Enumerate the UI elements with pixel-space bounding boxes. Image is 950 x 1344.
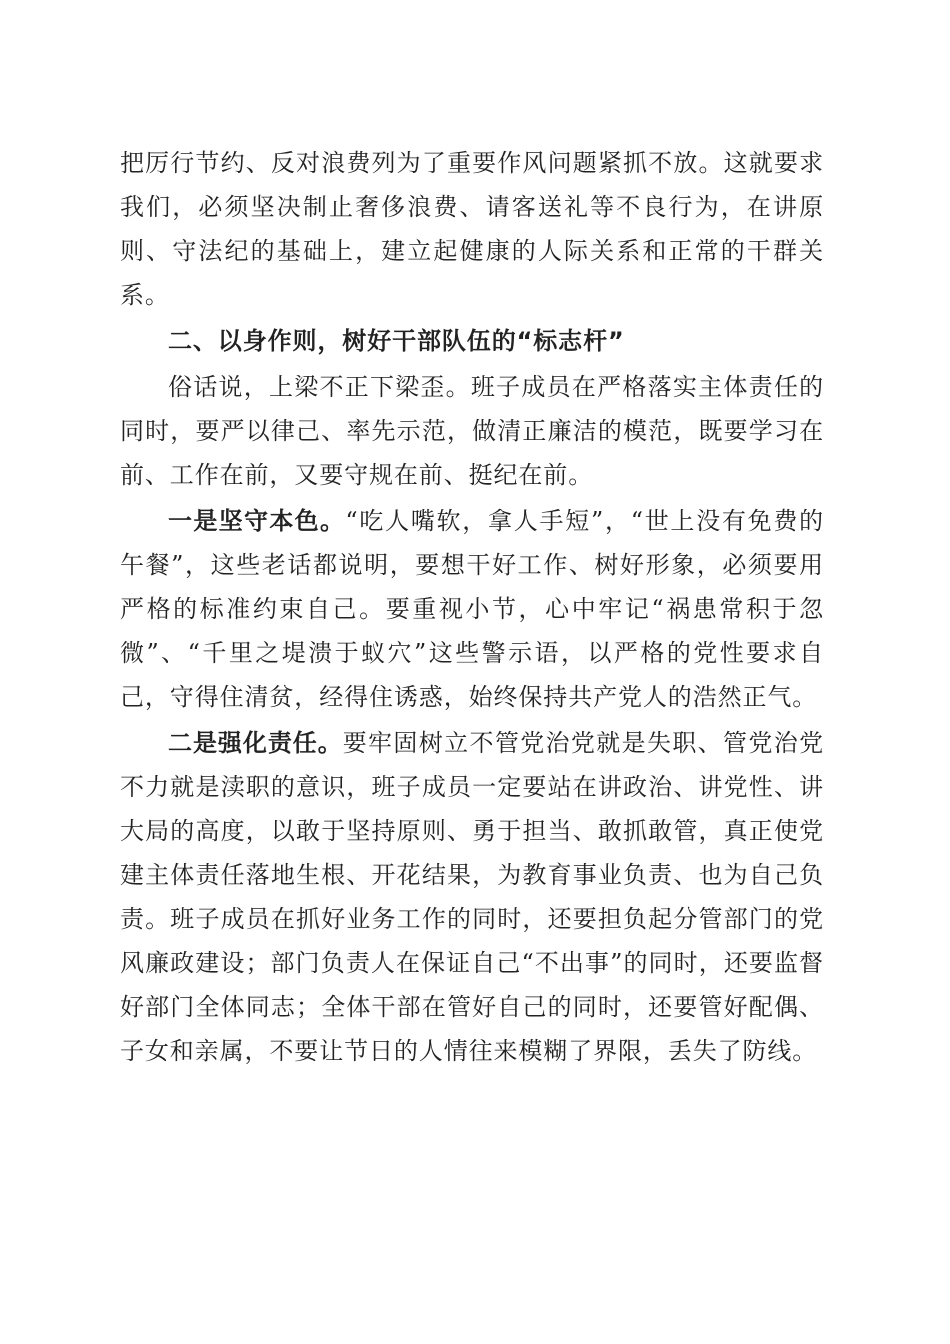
point-two-text: 要牢固树立不管党治党就是失职、管党治党不力就是渎职的意识，班子成员一定要站在讲政治、讲党性、讲大局的高度，以敢于坚持原则、勇于担当、敢抓敢管，真正使党建主体责任落地生根、开花结果，为教育事业负责、也为自己负责。班子成员在抓好业务工作的同时，还要担负起分管部门的党风廉政建设；部门负责人在保证自己“不出事”的同时，还要监督好部门全体同志；全体干部在管好自己的同时，还要管好配偶、子女和亲属，不要让节日的人情往来模糊了界限，丢失了防线。 <box>120 729 825 1065</box>
paragraph-point-one <box>120 499 824 719</box>
paragraph-point-two <box>120 721 824 1073</box>
point-one-lead: 一是坚守本色。 <box>168 507 346 535</box>
document-body <box>120 141 824 1075</box>
paragraph-continuation <box>120 141 824 317</box>
point-two-lead: 二是强化责任。 <box>168 729 343 757</box>
section-heading <box>120 319 824 363</box>
paragraph-text: 把厉行节约、反对浪费列为了重要作风问题紧抓不放。这就要求我们，必须坚决制止奢侈浪费、请客送礼等不良行为，在讲原则、守法纪的基础上，建立起健康的人际关系和正常的干群关系。 <box>120 149 824 309</box>
paragraph <box>120 365 824 497</box>
section-heading-text: 二、以身作则，树好干部队伍的“标志杆” <box>168 327 625 355</box>
point-one-text: “吃人嘴软，拿人手短”，“世上没有免费的午餐”，这些老话都说明，要想干好工作、树好形象，必须要用严格的标准约束自己。要重视小节，心中牢记“祸患常积于忽微”、“千里之堤溃于蚁穴”这些警示语，以严格的党性要求自己，守得住清贫，经得住诱惑，始终保持共产党人的浩然正气。 <box>120 507 824 711</box>
paragraph-text: 俗话说，上梁不正下梁歪。班子成员在严格落实主体责任的同时，要严以律己、率先示范，做清正廉洁的模范，既要学习在前、工作在前，又要守规在前、挺纪在前。 <box>120 373 824 489</box>
